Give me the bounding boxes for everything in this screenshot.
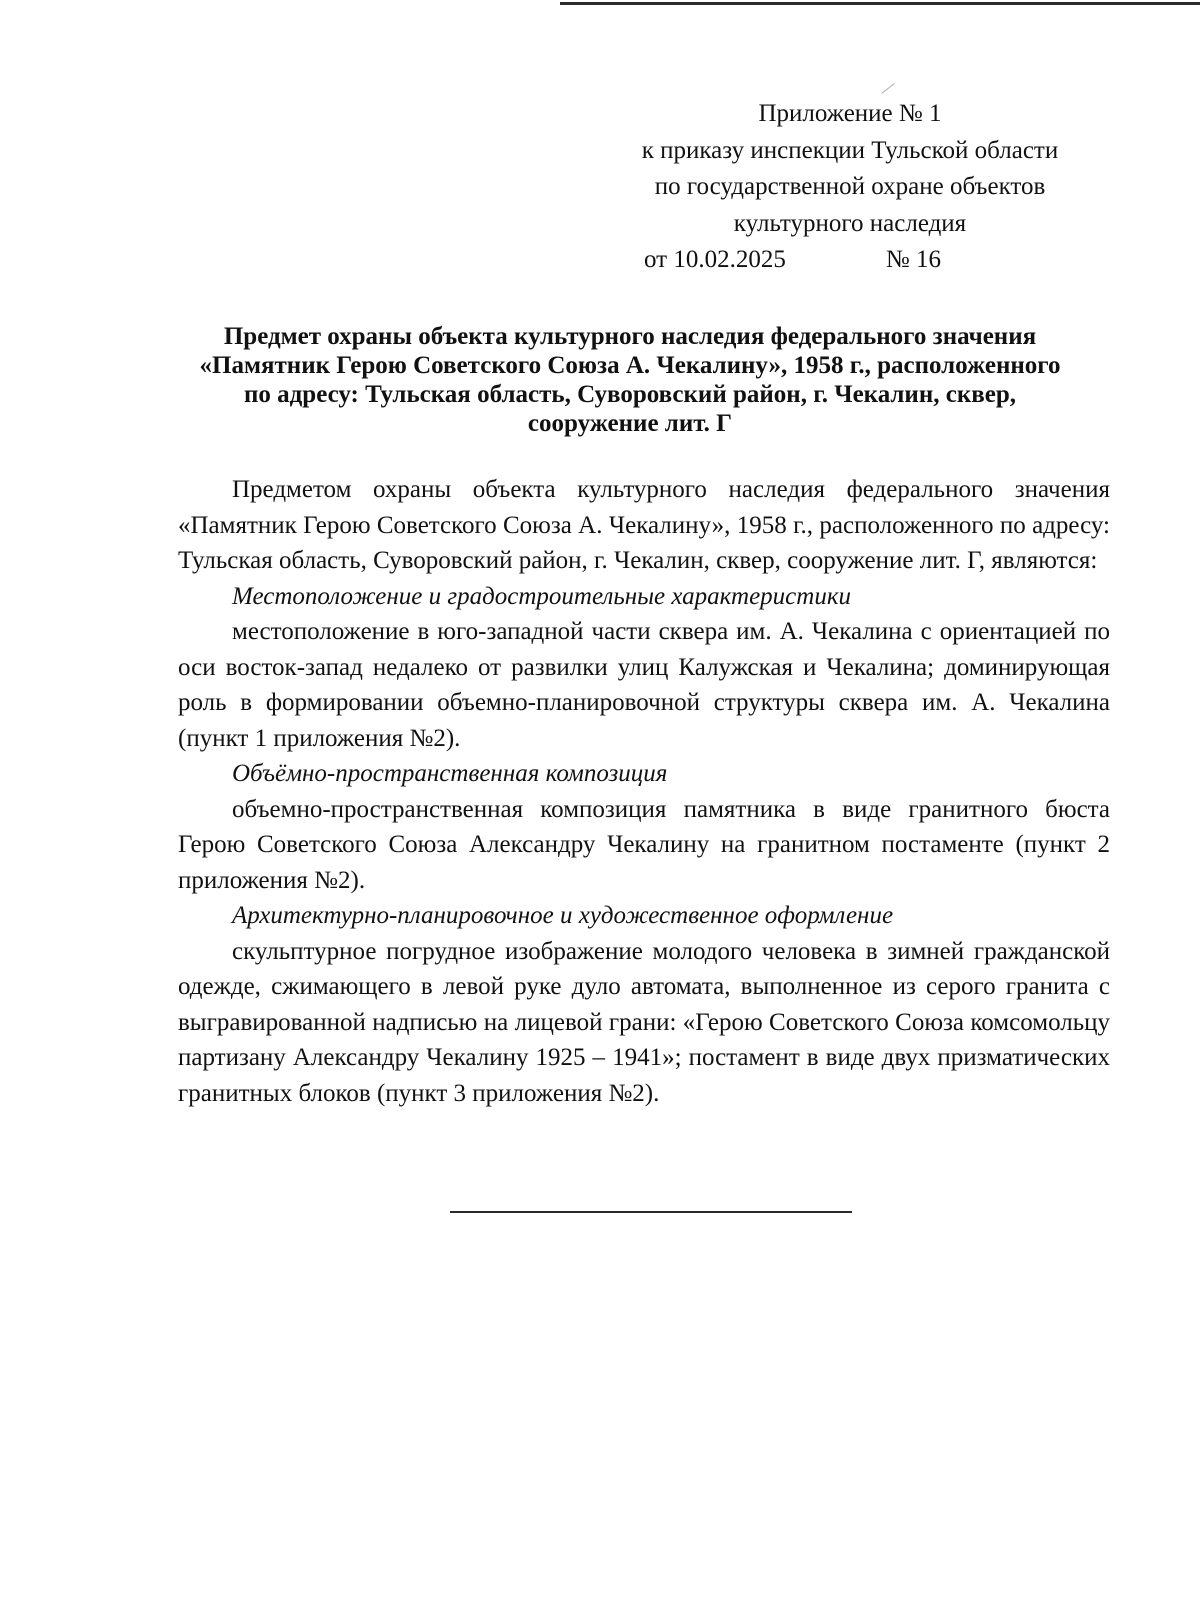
title-line-1: Предмет охраны объекта культурного наследия федерального значения (223, 323, 1037, 350)
pen-mark (881, 83, 894, 94)
section-heading-composition: Объёмно-пространственная композиция (232, 760, 668, 787)
order-date: от 10.02.2025 (644, 246, 786, 273)
title-line-4: сооружение лит. Г (527, 410, 733, 437)
order-number: № 16 (885, 246, 941, 273)
title-line-2: «Памятник Герою Советского Союза А. Чекалину», 1958 г., расположенного (199, 352, 1061, 379)
end-separator-line (450, 1211, 852, 1213)
section-text-location: местоположение в юго-западной части сквера им. А. Чекалина с ориентацией по оси восток-запад недалеко от развилки улиц Калужская и Чекалина; доминирующая роль в формировании объемно-планировочной структуры сквера им. А. Чекалина (пункт 1 приложения №2). (178, 618, 1110, 752)
intro-paragraph: Предметом охраны объекта культурного наследия федерального значения «Памятник Герою Советского Союза А. Чекалину», 1958 г., расположенного по адресу: Тульская область, Суворовский район, г. Чекалин, сквер, сооружение лит. Г, являются: (178, 476, 1110, 574)
annex-authority-line: по государственной охране объектов (654, 173, 1046, 200)
document-body (178, 472, 1110, 1111)
section-heading-location: Местоположение и градостроительные характеристики (232, 582, 852, 610)
top-scan-rule (560, 2, 1200, 5)
annex-number: Приложение № 1 (758, 100, 942, 127)
document-title (160, 322, 1100, 438)
section-text-composition: объемно-пространственная композиция памятника в виде гранитного бюста Герою Советского Союза Александру Чекалину на гранитном постаменте (пункт 2 приложения №2). (178, 795, 1110, 894)
section-text-decoration: скульптурное погрудное изображение молодого человека в зимней гражданской одежде, сжимающего в левой руке дуло автомата, выполненное из серого гранита с выгравированной надписью на лицевой грани: «Герою Советского Союза комсомольцу партизану Александру Чекалину 1925 – 1941»; постамент в виде двух призматических гранитных блоков (пункт 3 приложения №2). (178, 937, 1110, 1107)
section-heading-decoration: Архитектурно-планировочное и художественное оформление (232, 902, 894, 929)
annex-order-line: к приказу инспекции Тульской области (641, 136, 1059, 164)
annex-header (600, 96, 1100, 279)
annex-date-line (600, 242, 1100, 279)
annex-heritage-line: культурного наследия (733, 209, 967, 237)
title-line-3: по адресу: Тульская область, Суворовский район, г. Чекалин, сквер, (244, 381, 1016, 408)
